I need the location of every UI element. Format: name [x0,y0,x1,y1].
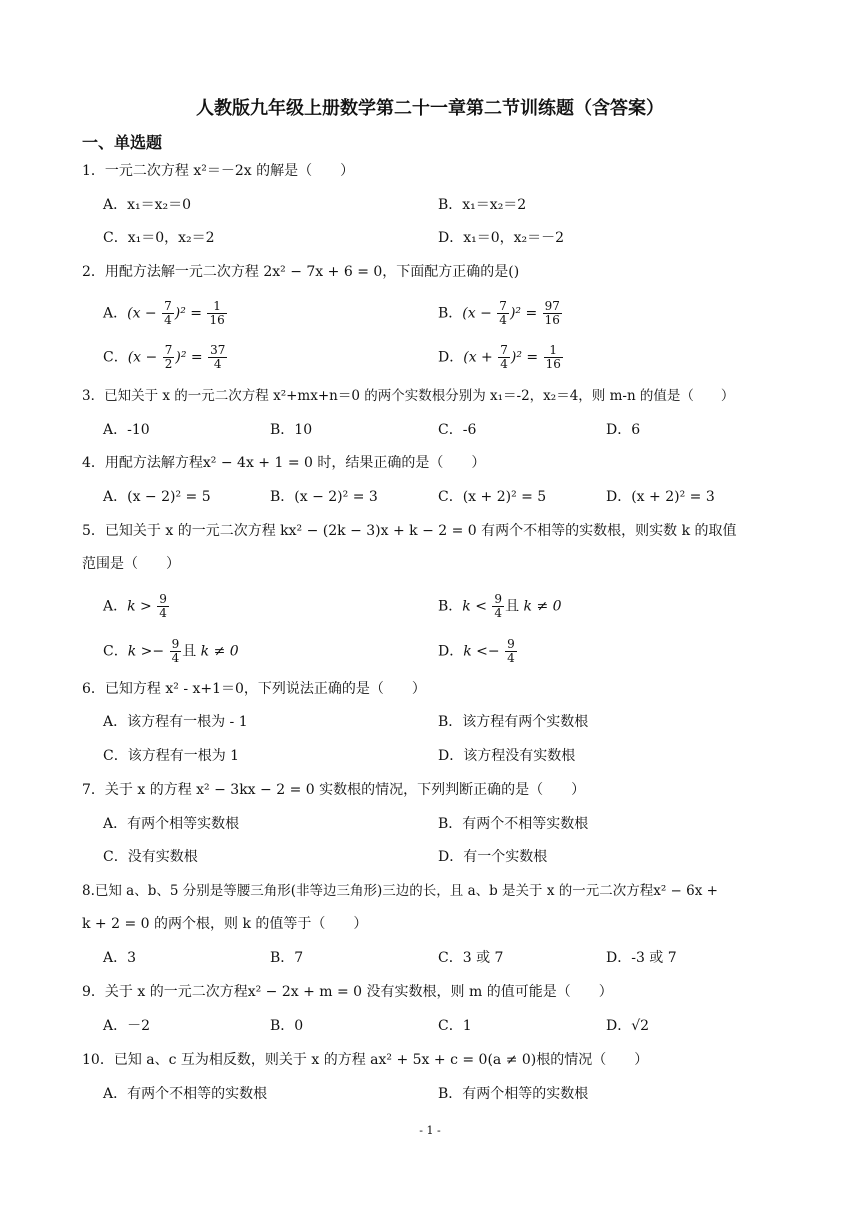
question-1-option-c: C．x₁＝0，x₂＝2 [103,230,215,246]
option-label: B． [438,598,463,615]
question-1-option-d: D．x₁＝0，x₂＝－2 [438,230,565,246]
page-title: 人教版九年级上册数学第二十一章第二节训练题（含答案） [196,98,664,119]
question-3-option-b: B．10 [270,422,313,438]
option-label: A． [103,598,128,615]
question-6-option-a: A．该方程有一根为 - 1 [103,714,248,730]
question-5-option-d: D．k <− $\frac{9}{4}$ [438,637,515,665]
question-4-stem: 4．用配方法解方程x² − 4x + 1 = 0 时，结果正确的是（ ） [82,455,486,471]
option-label: B． [438,305,463,322]
question-2-stem: 2．用配方法解一元二次方程 2x² − 7x + 6 = 0，下面配方正确的是() [82,264,520,280]
question-4-option-d: D．(x + 2)² = 3 [606,489,715,505]
question-8-option-b: B．7 [270,950,304,966]
question-9-stem: 9．关于 x 的一元二次方程x² − 2x + m = 0 没有实数根，则 m 的值可能是（ ） [82,984,613,1000]
question-3-option-d: D．6 [606,422,641,438]
question-10-stem: 10．已知 a、c 互为相反数，则关于 x 的方程 ax² + 5x + c = 0(a ≠ 0)根的情况（ ） [82,1052,649,1068]
question-3-stem: 3．已知关于 x 的一元二次方程 x²+mx+n＝0 的两个实数根分别为 x₁＝-2，x₂＝4，则 m-n 的值是（ ） [82,388,735,404]
and-text: 且 [505,598,520,615]
section-heading: 一、单选题 [82,133,163,152]
question-7-option-a: A．有两个相等实数根 [103,816,240,832]
question-6-stem: 6．已知方程 x² - x+1＝0，下列说法正确的是（ ） [82,681,426,697]
question-9-option-c: C．1 [438,1018,472,1034]
question-2-option-a: A．(x − $\frac{7}{4}$ )² = $\frac{1}{16}$ [103,299,225,327]
question-7-stem: 7．关于 x 的方程 x² − 3kx − 2 = 0 实数根的情况，下列判断正确的是（ ） [82,782,586,798]
question-10-option-b: B．有两个相等的实数根 [438,1086,589,1102]
question-8-option-c: C．3 或 7 [438,950,504,966]
page-number: - 1 - [419,1124,441,1137]
question-4-option-a: A．(x − 2)² = 5 [103,489,211,505]
question-8-option-a: A．3 [103,950,137,966]
option-label: C． [103,643,128,660]
option-label: D． [438,643,464,660]
question-8-stem-line-2: k + 2 = 0 的两个根，则 k 的值等于（ ） [82,916,368,932]
question-4-option-c: C．(x + 2)² = 5 [438,489,547,505]
question-4-option-b: B．(x − 2)² = 3 [270,489,378,505]
question-1-option-b: B．x₁＝x₂＝2 [438,197,527,213]
question-5-stem-line-2: 范围是（ ） [82,556,180,572]
question-7-option-b: B．有两个不相等实数根 [438,816,589,832]
option-label: C． [103,349,128,366]
question-8-stem-line-1: 8.已知 a、b、5 分别是等腰三角形(非等边三角形)三边的长，且 a、b 是关于 x 的一元二次方程x² − 6x + [82,883,718,899]
question-9-option-a: A．－2 [103,1018,151,1034]
question-2-option-c: C．(x − $\frac{7}{2}$ )² = $\frac{37}{4}$ [103,343,226,371]
question-9-option-d: D．√2 [606,1018,650,1034]
question-3-option-c: C．-6 [438,422,477,438]
option-label: A． [103,305,128,322]
question-5-option-a: A．k > $\frac{9}{4}$ [103,592,167,620]
question-7-option-c: C．没有实数根 [103,849,198,865]
question-3-option-a: A．-10 [103,422,150,438]
question-9-option-b: B．0 [270,1018,304,1034]
question-2-option-d: D．(x + $\frac{7}{4}$ )² = $\frac{1}{16}$ [438,343,561,371]
option-label: D． [438,349,464,366]
and-text: 且 [182,643,197,660]
question-2-option-b: B．(x − $\frac{7}{4}$ )² = $\frac{97}{16}$ [438,299,560,327]
question-5-option-c: C．k >− $\frac{9}{4}$ 且 k ≠ 0 [103,637,239,665]
question-5-option-b: B．k < $\frac{9}{4}$ 且 k ≠ 0 [438,592,562,620]
question-6-option-c: C．该方程有一根为 1 [103,748,240,764]
question-7-option-d: D．有一个实数根 [438,849,548,865]
question-6-option-d: D．该方程没有实数根 [438,748,576,764]
question-5-stem-line-1: 5．已知关于 x 的一元二次方程 kx² − (2k − 3)x + k − 2 = 0 有两个不相等的实数根，则实数 k 的取值 [82,523,737,539]
question-10-option-a: A．有两个不相等的实数根 [103,1086,268,1102]
question-1-option-a: A．x₁＝x₂＝0 [103,197,192,213]
question-1-stem: 1．一元二次方程 x²＝－2x 的解是（ ） [82,163,355,179]
question-6-option-b: B．该方程有两个实数根 [438,714,589,730]
question-8-option-d: D．-3 或 7 [606,950,677,966]
